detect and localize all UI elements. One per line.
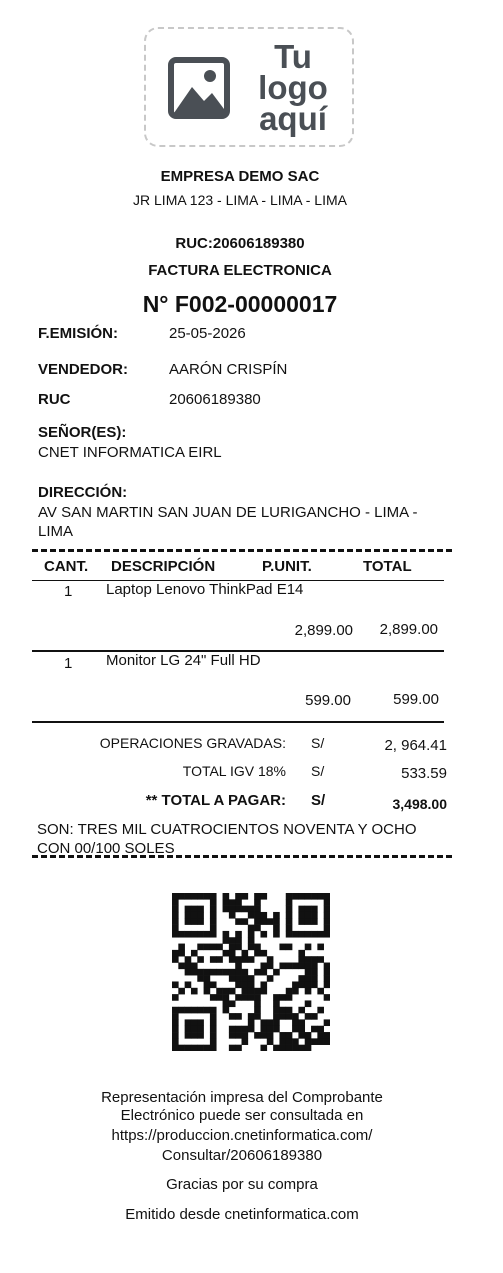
document-type: FACTURA ELECTRONICA: [148, 262, 332, 279]
gravadas-currency: S/: [311, 735, 325, 751]
footer-link[interactable]: https://produccion.cnetinformatica.com/: [111, 1127, 373, 1144]
igv-label: TOTAL IGV 18%: [182, 763, 286, 779]
address-value: AV SAN MARTIN SAN JUAN DE LURIGANCHO - LIMA - LIMA: [38, 504, 418, 540]
row-qty: 1: [64, 583, 73, 600]
header-unit-price: P.UNIT.: [262, 558, 312, 575]
seller-label: VENDEDOR:: [38, 361, 129, 378]
image-icon: [168, 57, 230, 119]
emission-value: 25-05-2026: [169, 325, 246, 342]
logo-text: [238, 38, 348, 137]
address-label: DIRECCIÓN:: [38, 484, 128, 501]
row-description: Monitor LG 24" Full HD: [106, 652, 261, 669]
total-value: 3,498.00: [392, 796, 447, 812]
divider: [32, 855, 452, 858]
footer-line: Representación impresa del Comprobante: [101, 1089, 383, 1106]
igv-value: 533.59: [401, 765, 447, 782]
document-number: N° F002-00000017: [142, 291, 338, 317]
row-total: 2,899.00: [379, 621, 438, 638]
ruc-label: RUC: [38, 391, 71, 408]
company-address: JR LIMA 123 - LIMA - LIMA - LIMA: [133, 192, 347, 208]
row-qty: 1: [64, 655, 73, 672]
logo-placeholder: [144, 27, 354, 147]
qr-code: [172, 893, 330, 1051]
row-description: Laptop Lenovo ThinkPad E14: [106, 581, 304, 598]
gravadas-value: 2, 964.41: [384, 737, 447, 754]
logo-text-line: aquí: [259, 100, 327, 137]
logo-text-line: logo: [258, 69, 328, 106]
seller-value: AARÓN CRISPÍN: [169, 361, 288, 378]
client-value: CNET INFORMATICA EIRL: [38, 444, 222, 461]
row-total: 599.00: [393, 691, 439, 708]
footer-line: Consultar/20606189380: [161, 1147, 323, 1164]
divider: [32, 549, 452, 552]
total-currency: S/: [311, 792, 326, 809]
amount-in-words: SON: TRES MIL CUATROCIENTOS NOVENTA Y OCHO CON 00/100 SOLES: [37, 821, 417, 857]
company-name: EMPRESA DEMO SAC: [160, 168, 320, 185]
ruc-value: 20606189380: [169, 391, 261, 408]
thanks-message: Gracias por su compra: [166, 1176, 318, 1193]
header-qty: CANT.: [44, 558, 89, 575]
row-divider: [32, 721, 444, 723]
header-total: TOTAL: [363, 558, 412, 575]
total-label: ** TOTAL A PAGAR:: [145, 792, 286, 809]
company-ruc: RUC:20606189380: [175, 235, 305, 252]
row-unit-price: 2,899.00: [294, 622, 353, 639]
logo-text-line: Tu: [274, 38, 312, 75]
row-unit-price: 599.00: [305, 692, 351, 709]
footer-line: Electrónico puede ser consultada en: [120, 1107, 364, 1124]
igv-currency: S/: [311, 763, 325, 779]
header-description: DESCRIPCIÓN: [111, 558, 216, 575]
client-label: SEÑOR(ES):: [38, 424, 127, 441]
issued-by: Emitido desde cnetinformatica.com: [125, 1206, 359, 1223]
gravadas-label: OPERACIONES GRAVADAS:: [99, 735, 286, 751]
emission-label: F.EMISIÓN:: [38, 325, 119, 342]
